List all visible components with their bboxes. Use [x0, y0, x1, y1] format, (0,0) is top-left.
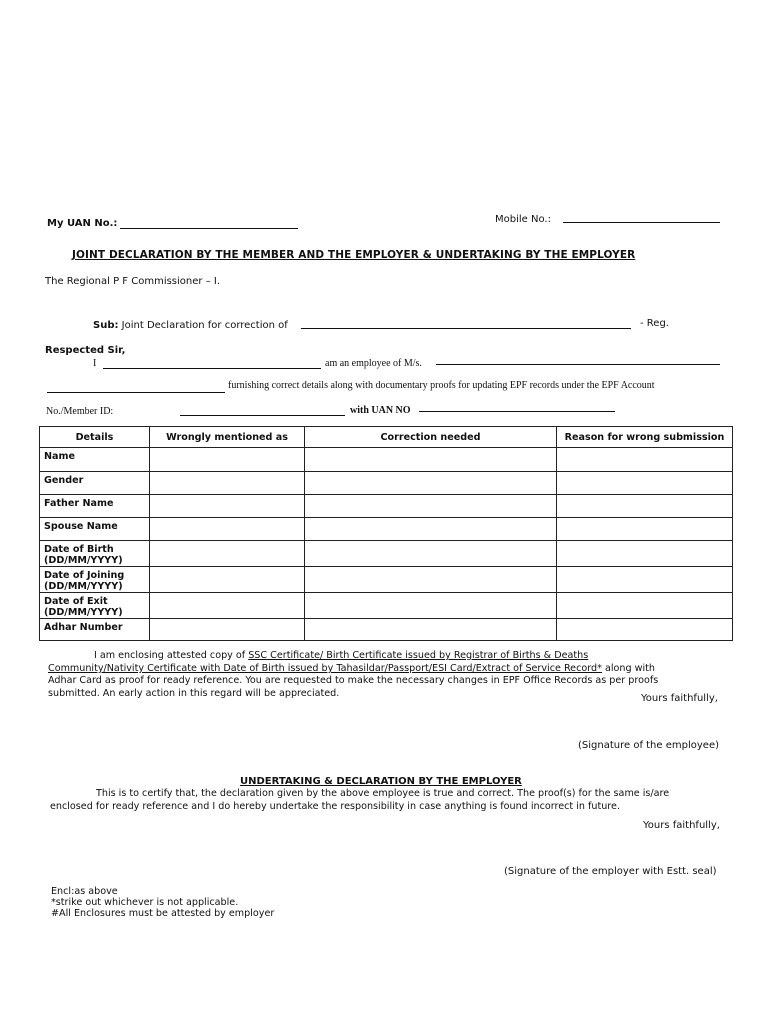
row-label-spouse-name: Spouse Name — [40, 518, 150, 541]
employee-name-field[interactable] — [103, 368, 321, 369]
table-row — [40, 567, 733, 593]
footer-encl: Encl:as above — [51, 886, 118, 897]
cell-spouse-wrong[interactable] — [150, 518, 305, 541]
enclosure-line-3: Adhar Card as proof for ready reference. You are requested to make the necessary changes in EPF Office Records as per proofs — [48, 675, 659, 686]
undertaking-line-2: enclosed for ready reference and I do hereby undertake the responsibility in case anything is found incorrect in future. — [50, 801, 620, 812]
subject-text: Joint Declaration for correction of — [121, 320, 288, 331]
enclosure-line-4: submitted. An early action in this regard will be appreciated. — [48, 688, 340, 699]
mobile-field[interactable] — [563, 222, 720, 223]
header-wrongly-mentioned: Wrongly mentioned as — [150, 427, 305, 448]
cell-dob-reason[interactable] — [557, 541, 733, 567]
header-correction-needed: Correction needed — [305, 427, 557, 448]
salutation: Respected Sir, — [45, 345, 126, 356]
undertaking-line-1: This is to certify that, the declaration given by the above employee is true and correct. The proof(s) for the same is/are — [96, 788, 670, 799]
row-label-doj: Date of Joining (DD/MM/YYYY) — [40, 567, 150, 593]
intro-member-id: No./Member ID: — [46, 406, 114, 417]
uan-field[interactable] — [120, 228, 298, 229]
cell-doe-wrong[interactable] — [150, 593, 305, 619]
table-row — [40, 518, 733, 541]
table-row — [40, 619, 733, 641]
cell-name-reason[interactable] — [557, 448, 733, 472]
table-row — [40, 472, 733, 495]
subject-prefix: Sub: — [93, 320, 119, 331]
cell-gender-correct[interactable] — [305, 472, 557, 495]
undertaking-title: UNDERTAKING & DECLARATION BY THE EMPLOYER — [240, 776, 522, 787]
cell-dob-wrong[interactable] — [150, 541, 305, 567]
row-label-father-name: Father Name — [40, 495, 150, 518]
cell-name-correct[interactable] — [305, 448, 557, 472]
cell-dob-correct[interactable] — [305, 541, 557, 567]
uan-label: My UAN No.: — [47, 218, 118, 229]
cell-doj-reason[interactable] — [557, 567, 733, 593]
row-label-adhar: Adhar Number — [40, 619, 150, 641]
row-label-gender: Gender — [40, 472, 150, 495]
subject-line — [93, 320, 288, 331]
intro-with-uan: with UAN NO — [350, 405, 411, 416]
table-row — [40, 541, 733, 567]
cell-father-wrong[interactable] — [150, 495, 305, 518]
intro-i: I — [93, 358, 97, 369]
footer-attested: #All Enclosures must be attested by employer — [51, 908, 275, 919]
cell-spouse-reason[interactable] — [557, 518, 733, 541]
row-label-doe: Date of Exit (DD/MM/YYYY) — [40, 593, 150, 619]
enclosure-line-2: Community/Nativity Certificate with Date of Birth issued by Tahasildar/Passport/ESI Card/Extract of Service Record* along with — [48, 663, 655, 674]
cell-father-correct[interactable] — [305, 495, 557, 518]
intro-employee-of: am an employee of M/s. — [325, 358, 422, 369]
footer-strike: *strike out whichever is not applicable. — [51, 897, 239, 908]
cell-gender-reason[interactable] — [557, 472, 733, 495]
employer-signature: (Signature of the employer with Estt. seal) — [504, 866, 717, 877]
addressee: The Regional P F Commissioner – I. — [45, 276, 220, 287]
intro-furnishing: furnishing correct details along with documentary proofs for updating EPF records under the EPF Account — [228, 380, 655, 391]
closing-employee: Yours faithfully, — [641, 693, 718, 704]
cell-doj-wrong[interactable] — [150, 567, 305, 593]
employee-signature: (Signature of the employee) — [578, 740, 719, 751]
cell-gender-wrong[interactable] — [150, 472, 305, 495]
cell-doe-reason[interactable] — [557, 593, 733, 619]
cell-name-wrong[interactable] — [150, 448, 305, 472]
header-reason: Reason for wrong submission — [557, 427, 733, 448]
table-row — [40, 593, 733, 619]
closing-employer: Yours faithfully, — [643, 820, 720, 831]
uan-no-field[interactable] — [419, 411, 615, 412]
mobile-label: Mobile No.: — [495, 214, 551, 225]
member-id-field[interactable] — [180, 415, 345, 416]
cell-father-reason[interactable] — [557, 495, 733, 518]
header-details: Details — [40, 427, 150, 448]
cell-spouse-correct[interactable] — [305, 518, 557, 541]
row-label-name: Name — [40, 448, 150, 472]
page-title: JOINT DECLARATION BY THE MEMBER AND THE EMPLOYER & UNDERTAKING BY THE EMPLOYER — [72, 249, 636, 261]
cell-doe-correct[interactable] — [305, 593, 557, 619]
cell-adhar-wrong[interactable] — [150, 619, 305, 641]
employer-name-field[interactable] — [436, 364, 720, 365]
table-row — [40, 495, 733, 518]
row-label-dob: Date of Birth (DD/MM/YYYY) — [40, 541, 150, 567]
table-row — [40, 448, 733, 472]
cell-adhar-reason[interactable] — [557, 619, 733, 641]
enclosure-line-1: I am enclosing attested copy of SSC Certificate/ Birth Certificate issued by Registrar of Births & Deaths — [94, 650, 589, 661]
establishment-field[interactable] — [47, 392, 225, 393]
correction-table — [39, 426, 733, 641]
cell-adhar-correct[interactable] — [305, 619, 557, 641]
subject-suffix: - Reg. — [640, 318, 669, 329]
correction-field[interactable] — [301, 328, 631, 329]
cell-doj-correct[interactable] — [305, 567, 557, 593]
